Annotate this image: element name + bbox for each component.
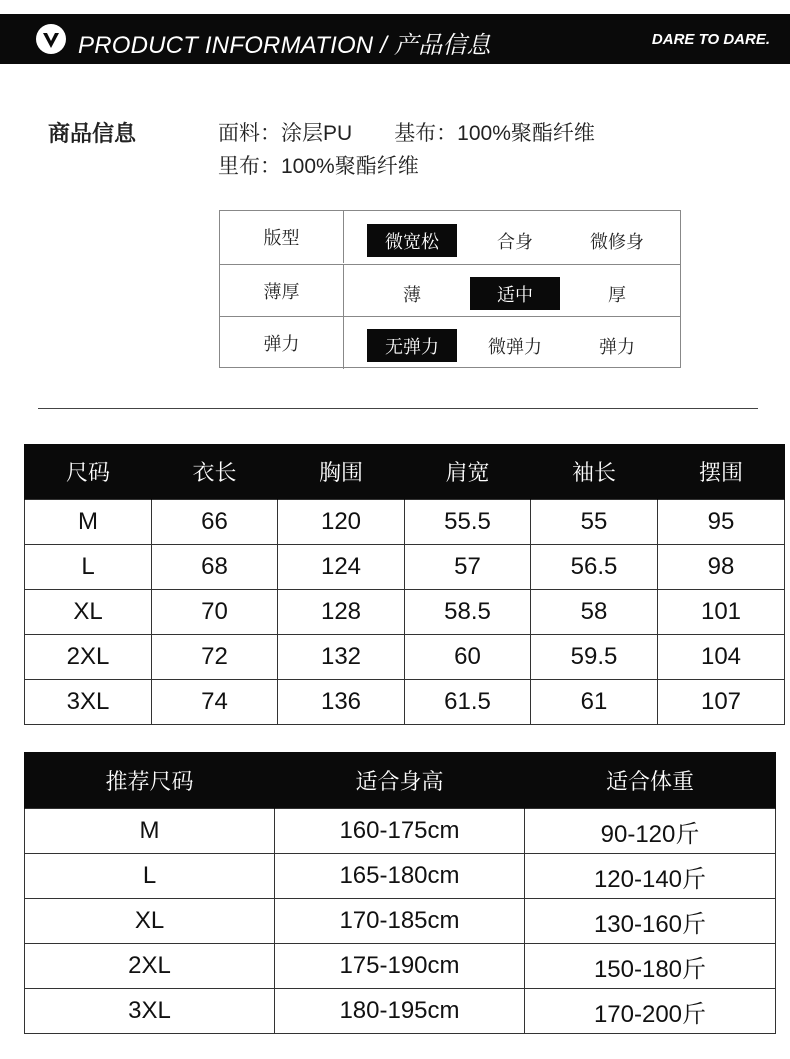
table-row bbox=[25, 989, 776, 1034]
fit-option-selected: 无弹力 bbox=[367, 329, 457, 362]
fit-attribute-table bbox=[219, 210, 681, 368]
lining-text: 里布：100%聚酯纤维 bbox=[218, 155, 419, 178]
product-info-line-1 bbox=[218, 117, 595, 147]
table-cell: XL bbox=[25, 590, 152, 635]
table-cell: 58.5 bbox=[405, 590, 531, 635]
fit-row-label: 弹力 bbox=[220, 317, 344, 369]
table-cell: 98 bbox=[658, 545, 785, 590]
fit-option-selected: 适中 bbox=[470, 277, 560, 310]
size-chart-table bbox=[24, 444, 785, 725]
fit-option: 弹力 bbox=[599, 336, 635, 357]
table-cell: 68 bbox=[152, 545, 278, 590]
table-cell: 150-180斤 bbox=[525, 944, 776, 989]
table-cell: 101 bbox=[658, 590, 785, 635]
table-cell: M bbox=[25, 500, 152, 545]
table-cell: 120-140斤 bbox=[525, 854, 776, 899]
column-header: 尺码 bbox=[25, 444, 152, 500]
product-info-line-2 bbox=[218, 150, 419, 180]
size-chart-header-row bbox=[25, 444, 785, 500]
fit-option: 厚 bbox=[608, 284, 626, 305]
table-cell: 2XL bbox=[25, 635, 152, 680]
table-cell: 132 bbox=[278, 635, 405, 680]
column-header: 摆围 bbox=[658, 444, 785, 500]
fit-row bbox=[220, 211, 680, 263]
table-cell: 61.5 bbox=[405, 680, 531, 725]
table-cell: 58 bbox=[531, 590, 658, 635]
table-row bbox=[25, 590, 785, 635]
fit-row bbox=[220, 316, 680, 369]
fit-row-label: 薄厚 bbox=[220, 265, 344, 317]
table-cell: 104 bbox=[658, 635, 785, 680]
size-recommendation-table bbox=[24, 752, 776, 1034]
table-cell: 120 bbox=[278, 500, 405, 545]
fit-option: 微弹力 bbox=[488, 336, 542, 357]
table-cell: 72 bbox=[152, 635, 278, 680]
table-cell: 61 bbox=[531, 680, 658, 725]
column-header: 适合身高 bbox=[275, 752, 525, 809]
table-row bbox=[25, 680, 785, 725]
fit-row bbox=[220, 264, 680, 317]
table-cell: L bbox=[25, 545, 152, 590]
fit-option: 合身 bbox=[497, 231, 533, 252]
table-cell: 95 bbox=[658, 500, 785, 545]
table-cell: 170-185cm bbox=[275, 899, 525, 944]
section-divider bbox=[38, 408, 758, 409]
table-cell: L bbox=[25, 854, 275, 899]
table-row bbox=[25, 944, 776, 989]
table-cell: 3XL bbox=[25, 680, 152, 725]
table-cell: 55.5 bbox=[405, 500, 531, 545]
table-row bbox=[25, 635, 785, 680]
table-row bbox=[25, 545, 785, 590]
table-cell: 2XL bbox=[25, 944, 275, 989]
table-cell: 66 bbox=[152, 500, 278, 545]
table-cell: 124 bbox=[278, 545, 405, 590]
table-cell: M bbox=[25, 809, 275, 854]
header-bar bbox=[0, 14, 790, 64]
column-header: 袖长 bbox=[531, 444, 658, 500]
table-cell: 3XL bbox=[25, 989, 275, 1034]
table-cell: 180-195cm bbox=[275, 989, 525, 1034]
table-cell: 160-175cm bbox=[275, 809, 525, 854]
shield-v-logo-icon bbox=[36, 24, 66, 54]
column-header: 推荐尺码 bbox=[25, 752, 275, 809]
fit-row-label: 版型 bbox=[220, 211, 344, 263]
table-cell: 128 bbox=[278, 590, 405, 635]
table-cell: 90-120斤 bbox=[525, 809, 776, 854]
column-header: 胸围 bbox=[278, 444, 405, 500]
table-cell: 74 bbox=[152, 680, 278, 725]
table-cell: 56.5 bbox=[531, 545, 658, 590]
fabric-text: 面料：涂层PU bbox=[218, 122, 353, 145]
table-cell: 60 bbox=[405, 635, 531, 680]
column-header: 适合体重 bbox=[525, 752, 776, 809]
table-cell: XL bbox=[25, 899, 275, 944]
fit-option-selected: 微宽松 bbox=[367, 224, 457, 257]
table-cell: 70 bbox=[152, 590, 278, 635]
table-row bbox=[25, 854, 776, 899]
header-title: PRODUCT INFORMATION / 产品信息 bbox=[78, 32, 491, 59]
table-cell: 170-200斤 bbox=[525, 989, 776, 1034]
header-slogan: DARE TO DARE. bbox=[651, 31, 770, 48]
table-cell: 57 bbox=[405, 545, 531, 590]
fit-option: 微修身 bbox=[590, 231, 644, 252]
table-cell: 59.5 bbox=[531, 635, 658, 680]
column-header: 肩宽 bbox=[405, 444, 531, 500]
base-fabric-text: 基布：100%聚酯纤维 bbox=[394, 122, 595, 145]
column-header: 衣长 bbox=[152, 444, 278, 500]
table-cell: 175-190cm bbox=[275, 944, 525, 989]
table-cell: 165-180cm bbox=[275, 854, 525, 899]
table-cell: 136 bbox=[278, 680, 405, 725]
fit-option: 薄 bbox=[403, 284, 421, 305]
product-info-label: 商品信息 bbox=[48, 121, 137, 146]
table-cell: 55 bbox=[531, 500, 658, 545]
table-row bbox=[25, 809, 776, 854]
recommendation-header-row bbox=[25, 752, 776, 809]
table-cell: 130-160斤 bbox=[525, 899, 776, 944]
table-row bbox=[25, 899, 776, 944]
table-row bbox=[25, 500, 785, 545]
table-cell: 107 bbox=[658, 680, 785, 725]
